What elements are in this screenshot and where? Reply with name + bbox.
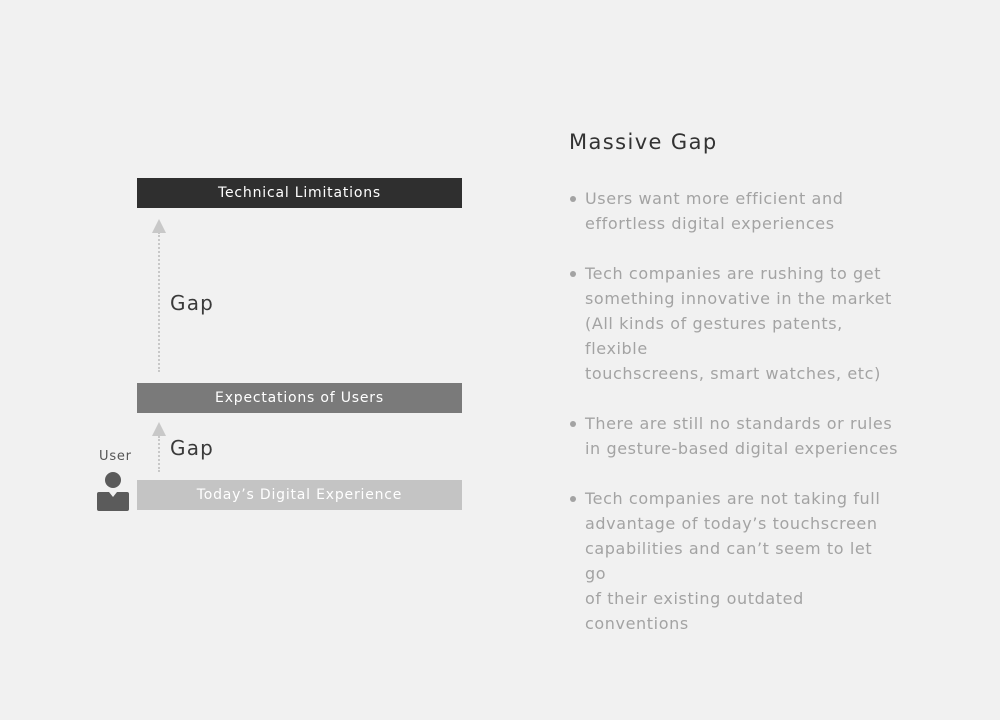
arrow-up-icon (152, 219, 166, 233)
dotted-arrow-line (158, 232, 160, 372)
panel-title: Massive Gap (569, 130, 718, 154)
bullet-dot-icon (570, 496, 576, 502)
user-icon (97, 471, 129, 511)
bullet-line: There are still no standards or rules (585, 414, 893, 433)
bullet-line: touchscreens, smart watches, etc) (585, 364, 881, 383)
expectations-of-users-label: Expectations of Users (215, 390, 384, 406)
bullet-line: Users want more efficient and (585, 189, 844, 208)
bullet-line: advantage of today’s touchscreen (585, 514, 878, 533)
bullet-line: of their existing outdated conventions (585, 589, 804, 633)
bullet-line: capabilities and can’t seem to let go (585, 539, 873, 583)
gap-label-lower: Gap (170, 436, 215, 460)
bullet-dot-icon (570, 196, 576, 202)
bullet-line: something innovative in the market (585, 289, 892, 308)
bullet-dot-icon (570, 271, 576, 277)
expectations-of-users-bar (137, 383, 462, 413)
bullet-item (569, 186, 899, 236)
arrow-up-icon (152, 422, 166, 436)
bullet-line: effortless digital experiences (585, 214, 835, 233)
bullet-line: Tech companies are rushing to get (585, 264, 882, 283)
bullet-item (569, 261, 899, 386)
bullet-list (569, 186, 899, 661)
bullet-item (569, 486, 899, 636)
bullet-dot-icon (570, 421, 576, 427)
bullet-line: Tech companies are not taking full (585, 489, 881, 508)
user-label: User (99, 449, 132, 464)
bullet-line: (All kinds of gestures patents, flexible (585, 314, 843, 358)
dotted-arrow-line (158, 436, 160, 472)
todays-digital-experience-label: Today’s Digital Experience (196, 487, 403, 503)
todays-digital-experience-bar (137, 480, 462, 510)
technical-limitations-bar (137, 178, 462, 208)
technical-limitations-label: Technical Limitations (218, 185, 381, 201)
gap-label-upper: Gap (170, 291, 215, 315)
bullet-item (569, 411, 899, 461)
bullet-line: in gesture-based digital experiences (585, 439, 899, 458)
